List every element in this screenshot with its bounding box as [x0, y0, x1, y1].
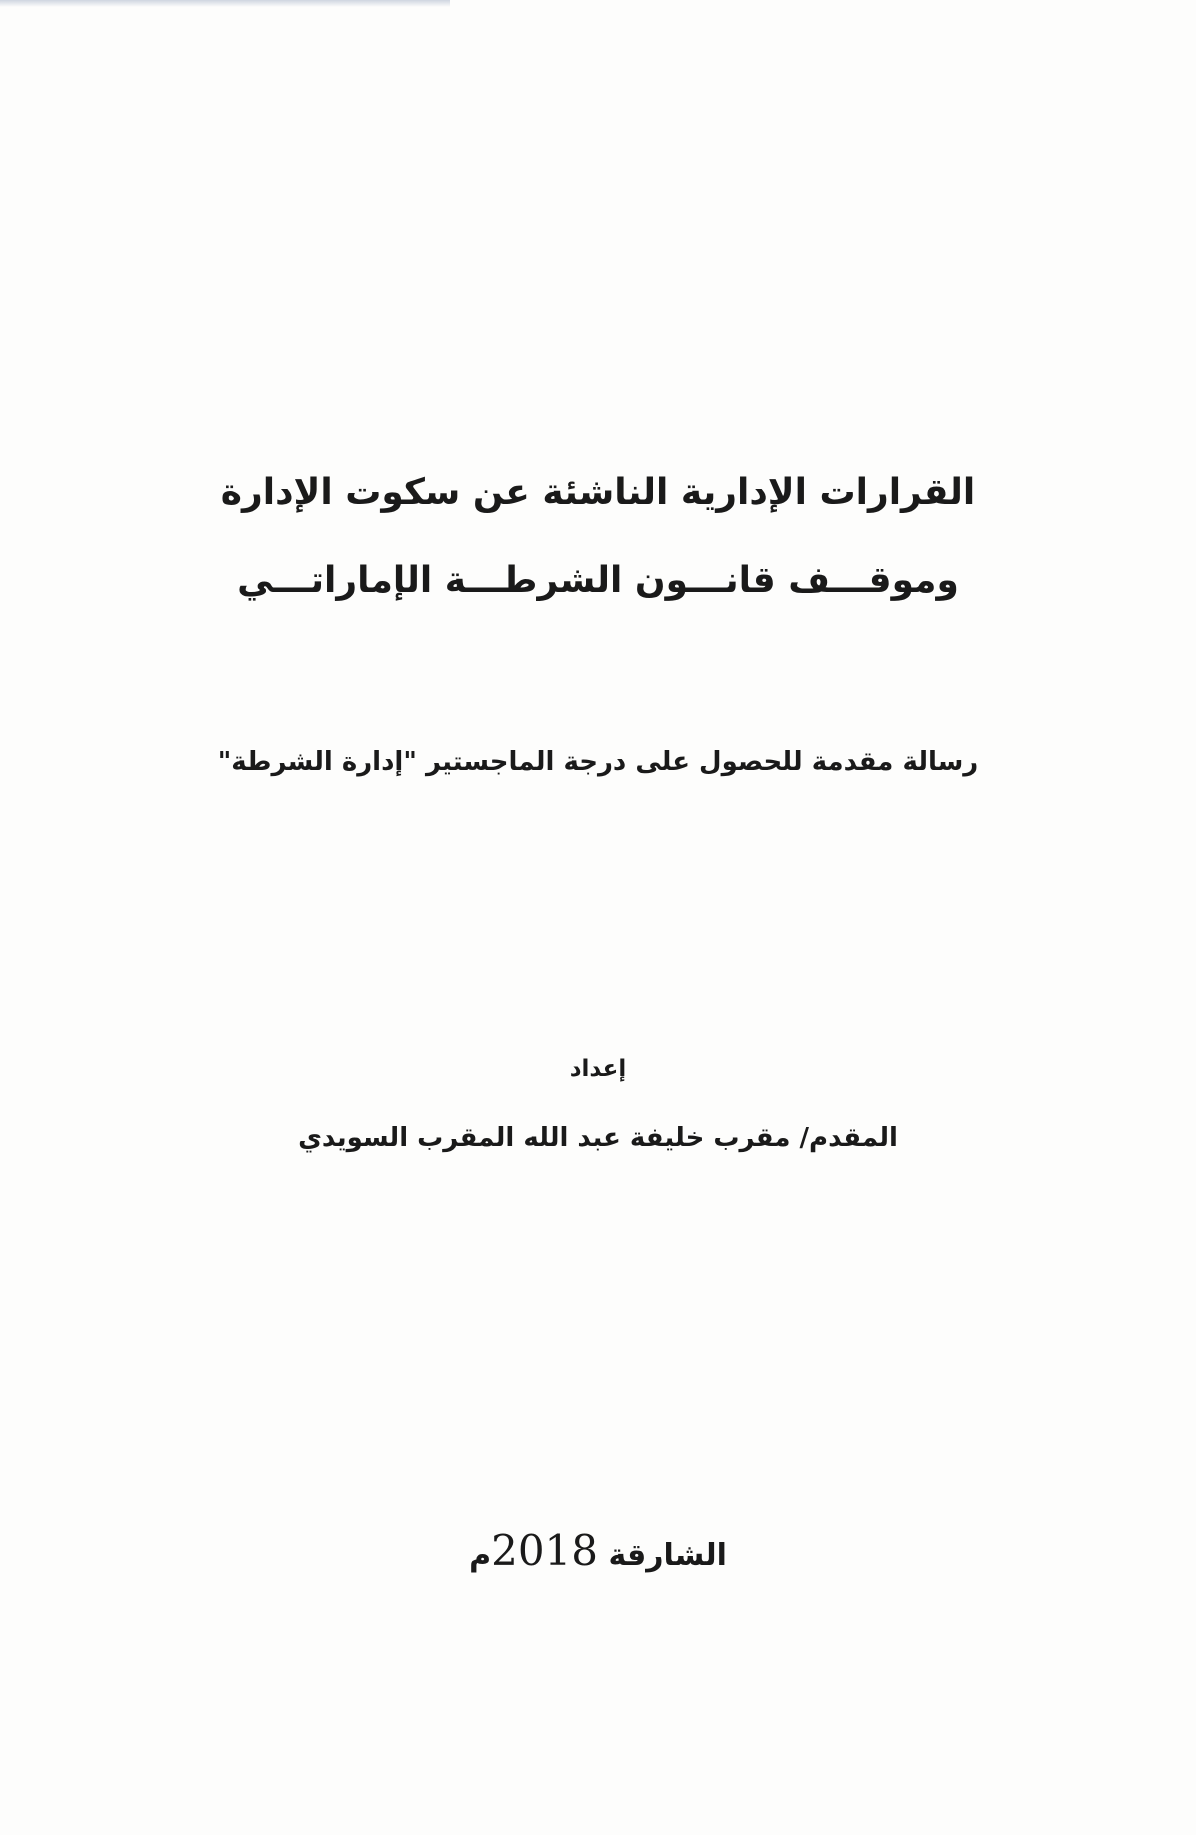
title-line-2: وموقـــف قانـــون الشرطـــة الإماراتـــي [237, 560, 959, 601]
prepared-by-label: إعداد [569, 1056, 627, 1082]
place: الشارقة [608, 1538, 727, 1573]
scan-edge [0, 0, 450, 7]
degree-statement: رسالة مقدمة للحصول على درجة الماجستير "إدارة الشرطة" [217, 747, 979, 777]
author-name: المقدم/ مقرب خليفة عبد الله المقرب السويدي [298, 1123, 898, 1153]
title-line-1: القرارات الإدارية الناشئة عن سكوت الإدارة [220, 472, 976, 513]
place-and-date [0, 1526, 1196, 1581]
year: 2018 [491, 1526, 598, 1575]
year-suffix: م [469, 1538, 492, 1573]
